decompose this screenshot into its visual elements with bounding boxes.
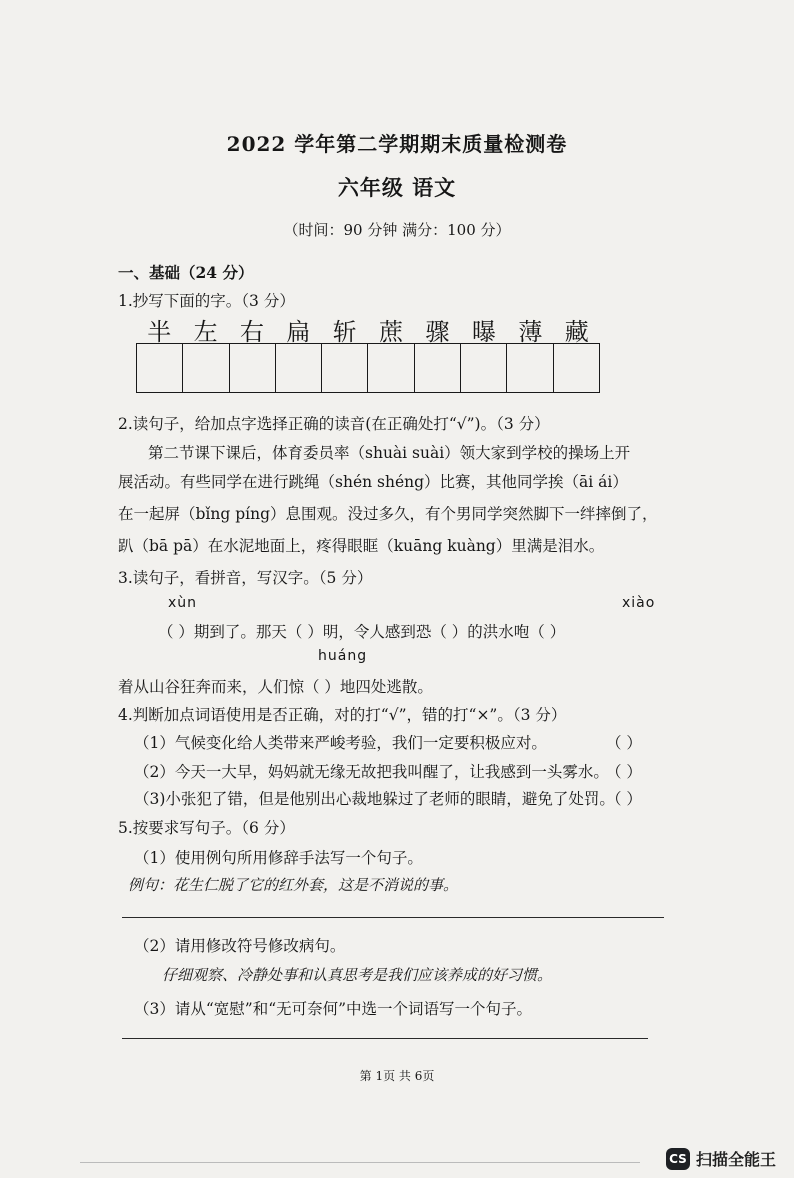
subquestion-3: （3）请从“宽慰”和“无可奈何”中选一个词语写一个句子。 (134, 1000, 533, 1018)
exam-subtitle: 六年级 语文 (337, 175, 457, 200)
copy-char: 曝 (471, 318, 496, 346)
judge-item: （3)小张犯了错，但是他别出心裁地躲过了老师的眼睛，避免了处罚。 (134, 790, 615, 808)
exam-meta: （时间：90 分钟 满分：100 分） (283, 221, 511, 239)
exam-title: 2022 学年第二学期期末质量检测卷 (226, 132, 568, 156)
copy-char: 斩 (332, 318, 357, 346)
fill-blank-line: （ ）期到了。那天（ ）明，令人感到恐（ ）的洪水咆（ ） (158, 623, 566, 641)
subquestion-2: （2）请用修改符号修改病句。 (134, 937, 346, 955)
answer-line[interactable] (122, 1038, 648, 1039)
writing-box[interactable] (554, 344, 599, 392)
question-1-prompt: 1.抄写下面的字。（3 分） (118, 292, 295, 310)
writing-box[interactable] (368, 344, 414, 392)
question-5-prompt: 5.按要求写句子。（6 分） (118, 819, 295, 837)
pinyin-hint: xiào (622, 595, 656, 611)
passage-line: 第二节课下课后，体育委员率（shuài suài）领大家到学校的操场上开 (148, 444, 631, 462)
writing-box[interactable] (461, 344, 507, 392)
section-heading: 一、基础（24 分） (118, 263, 254, 282)
answer-blank[interactable]: （ ） (606, 790, 642, 808)
copy-char: 扁 (286, 318, 311, 346)
passage-line: 趴（bā pā）在水泥地面上，疼得眼眶（kuāng kuàng）里满是泪水。 (118, 537, 605, 555)
faulty-sentence: 仔细观察、冷静处事和认真思考是我们应该养成的好习惯。 (162, 966, 553, 984)
subquestion-1: （1）使用例句所用修辞手法写一个句子。 (134, 849, 423, 867)
judge-item: （1）气候变化给人类带来严峻考验，我们一定要积极应对。 (134, 734, 547, 752)
writing-box[interactable] (230, 344, 276, 392)
answer-line[interactable] (122, 917, 664, 918)
judge-item: （2）今天一大早，妈妈就无缘无故把我叫醒了，让我感到一头雾水。 (134, 763, 609, 781)
copy-char: 薄 (518, 318, 543, 346)
copy-char: 左 (193, 318, 218, 346)
answer-blank[interactable]: （ ） (606, 734, 642, 752)
camscanner-logo-icon: CS (666, 1148, 690, 1170)
page-number: 第 1页 共 6页 (359, 1069, 435, 1083)
page-edge-line (80, 1162, 640, 1163)
pinyin-hint: huáng (318, 648, 368, 664)
fill-blank-line: 着从山谷狂奔而来，人们惊（ ）地四处逃散。 (118, 678, 433, 696)
writing-box[interactable] (137, 344, 183, 392)
example-sentence: 例句：花生仁脱了它的红外套，这是不消说的事。 (128, 876, 459, 894)
question-3-prompt: 3.读句子，看拼音，写汉字。（5 分） (118, 569, 373, 587)
scanner-watermark (666, 1147, 776, 1170)
answer-blank[interactable]: （ ） (606, 763, 642, 781)
copy-char: 藏 (564, 318, 589, 346)
question-4-prompt: 4.判断加点词语使用是否正确，对的打“√”，错的打“×”。（3 分） (118, 706, 567, 724)
writing-box[interactable] (415, 344, 461, 392)
pinyin-hint: xùn (168, 595, 198, 611)
copy-char: 骤 (425, 318, 450, 346)
writing-box[interactable] (507, 344, 553, 392)
watermark-text: 扫描全能王 (695, 1150, 776, 1169)
writing-grid (136, 343, 600, 393)
passage-line: 在一起屏（bǐng píng）息围观。没过多久，有个男同学突然脚下一绊摔倒了， (118, 505, 658, 523)
copy-char: 蔗 (379, 318, 404, 346)
writing-box[interactable] (183, 344, 229, 392)
passage-line: 展活动。有些同学在进行跳绳（shén shéng）比赛，其他同学挨（āi ái） (118, 473, 628, 491)
copy-char: 半 (147, 318, 172, 346)
copy-characters (136, 312, 600, 347)
question-2-prompt: 2.读句子，给加点字选择正确的读音(在正确处打“√”)。（3 分） (118, 415, 550, 433)
copy-char: 右 (239, 318, 264, 346)
writing-box[interactable] (322, 344, 368, 392)
writing-box[interactable] (276, 344, 322, 392)
